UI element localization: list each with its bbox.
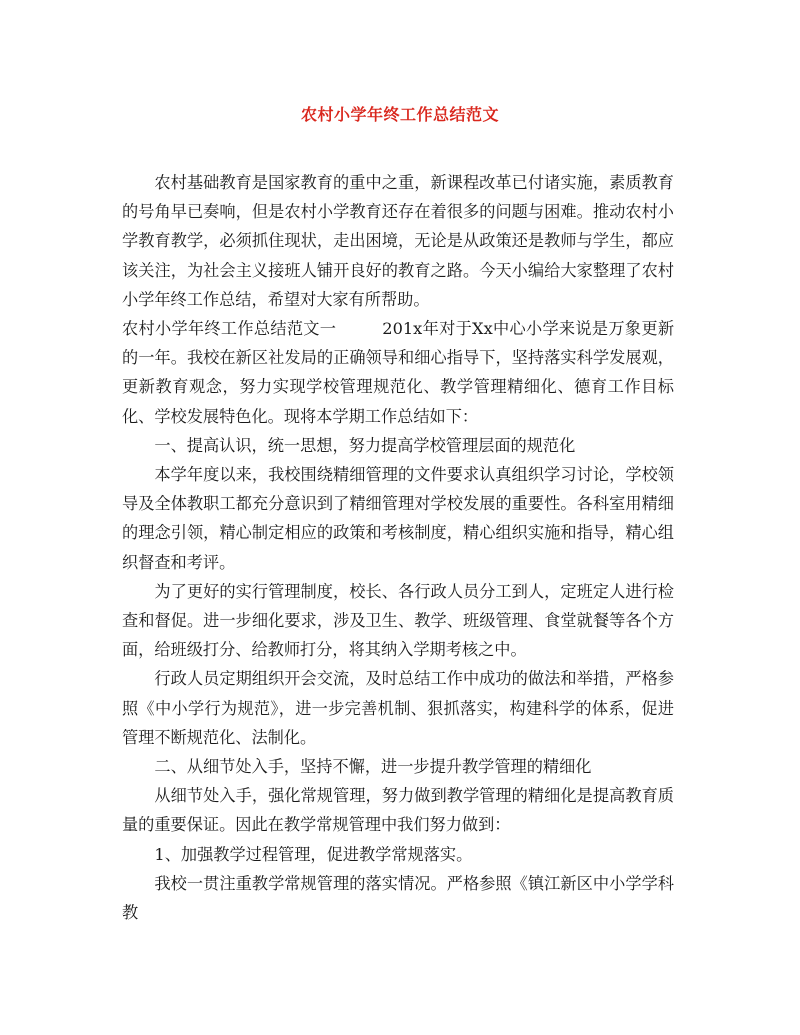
item-1-paragraph-1: 我校一贯注重教学常规管理的落实情况。严格参照《镇江新区中小学学科教 [122,873,674,923]
section-1-heading: 一、提高认识，统一思想，努力提高学校管理层面的规范化 [154,435,576,455]
section-1-paragraph-3: 行政人员定期组织开会交流，及时总结工作中成功的做法和举措，严格参照《中小学行为规范》，进一步完善机制、狠抓落实，构建科学的体系，促进管理不断规范化、法制化。 [122,669,674,747]
section-2-heading: 二、从细节处入手，坚持不懈，进一步提升教学管理的精细化 [154,757,592,777]
document-title: 农村小学年终工作总结范文 [300,105,499,124]
item-1-heading: 1、加强教学过程管理，促进教学常规落实。 [154,844,473,864]
document-body [122,168,674,927]
sample-paragraph [122,314,674,431]
sample-opening-text: 201x年对于Xx中心小学来说是万象更新的一年。我校在新区社发局的正确领导和细心指导下，坚持落实科学发展观，更新教育观念，努力实现学校管理规范化、教学管理精细化、德育工作目标化、学校发展特色化。现将本学期工作总结如下： [122,319,675,426]
section-2-paragraph-1: 从细节处入手，强化常规管理，努力做到教学管理的精细化是提高教育质量的重要保证。因此在教学常规管理中我们努力做到： [122,786,674,835]
section-1-paragraph-2: 为了更好的实行管理制度，校长、各行政人员分工到人，定班定人进行检查和督促。进一步细化要求，涉及卫生、教学、班级管理、食堂就餐等各个方面，给班级打分、给教师打分，将其纳入学期考核之中。 [122,581,674,660]
sample-heading: 农村小学年终工作总结范文一 [122,319,337,339]
section-1-paragraph-1: 本学年度以来，我校围绕精细管理的文件要求认真组织学习讨论，学校领导及全体教职工都充分意识到了精细管理对学校发展的重要性。各科室用精细的理念引领，精心制定相应的政策和考核制度，精心组织实施和指导，精心组织督查和考评。 [122,465,674,572]
intro-paragraph: 农村基础教育是国家教育的重中之重，新课程改革已付诸实施，素质教育的号角早已奏响，但是农村小学教育还存在着很多的问题与困难。推动农村小学教育教学，必须抓住现状，走出困境，无论是从政策还是教师与学生，都应该关注，为社会主义接班人铺开良好的教育之路。今天小编给大家整理了农村小学年终工作总结，希望对大家有所帮助。 [122,173,674,309]
